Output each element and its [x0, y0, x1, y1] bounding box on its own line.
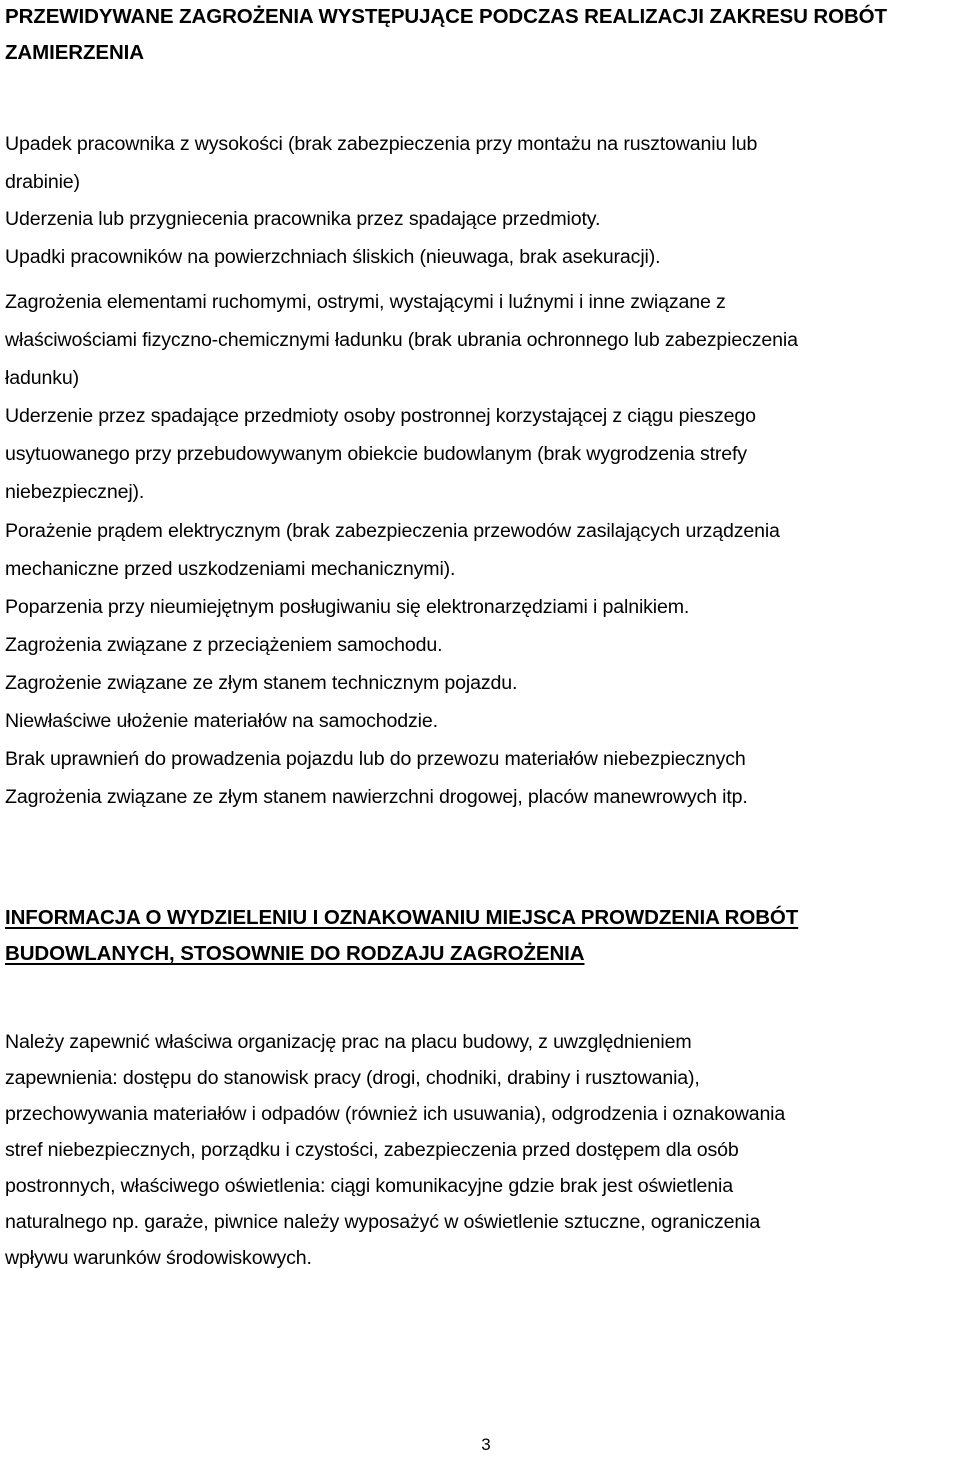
hazard-line: Upadki pracowników na powierzchniach śliskich (nieuwaga, brak asekuracji).: [5, 245, 661, 268]
hazard-line: Porażenie prądem elektrycznym (brak zabezpieczenia przewodów zasilających urządzenia: [5, 519, 780, 542]
page-number: 3: [481, 1435, 491, 1454]
hazard-line: Zagrożenia związane ze złym stanem nawierzchni drogowej, placów manewrowych itp.: [5, 786, 748, 809]
hazards-list-b: [5, 283, 960, 816]
hazard-line: Zagrożenia związane z przeciążeniem samochodu.: [5, 633, 443, 656]
hazard-line: drabinie): [5, 170, 80, 193]
paragraph-line: wpływu warunków środowiskowych.: [5, 1247, 312, 1269]
paragraph-line: Należy zapewnić właściwa organizację prac na placu budowy, z uwzględnieniem: [5, 1031, 692, 1053]
hazard-line: mechaniczne przed uszkodzeniami mechanicznymi).: [5, 557, 456, 580]
hazards-heading-line: PRZEWIDYWANE ZAGROŻENIA WYSTĘPUJĄCE PODCZAS REALIZACJI ZAKRESU ROBÓT: [5, 5, 887, 28]
hazard-line: Upadek pracownika z wysokości (brak zabezpieczenia przy montażu na rusztowaniu lub: [5, 133, 758, 155]
marking-paragraph: [5, 1024, 960, 1276]
paragraph-line: stref niebezpiecznych, porządku i czystości, zabezpieczenia przed dostępem dla osób: [5, 1139, 739, 1161]
hazard-line: usytuowanego przy przebudowywanym obiekcie budowlanym (brak wygrodzenia strefy: [5, 443, 747, 466]
hazard-line: Zagrożenie związane ze złym stanem technicznym pojazdu.: [5, 671, 518, 694]
hazard-line: Zagrożenia elementami ruchomymi, ostrymi, wystającymi i luźnymi i inne związane z: [5, 291, 726, 313]
paragraph-line: zapewnienia: dostępu do stanowisk pracy (drogi, chodniki, drabiny i rusztowania),: [5, 1067, 700, 1089]
hazard-line: Poparzenia przy nieumiejętnym posługiwaniu się elektronarzędziami i palnikiem.: [5, 595, 690, 618]
paragraph-line: naturalnego np. garaże, piwnice należy wyposażyć w oświetlenie sztuczne, ograniczenia: [5, 1211, 761, 1233]
paragraph-line: postronnych, właściwego oświetlenia: ciągi komunikacyjne gdzie brak jest oświetlenia: [5, 1175, 733, 1197]
hazards-heading-line: ZAMIERZENIA: [5, 41, 144, 64]
hazard-line: Brak uprawnień do prowadzenia pojazdu lub do przewozu materiałów niebezpiecznych: [5, 748, 746, 771]
hazards-heading: [5, 0, 887, 71]
hazard-line: Uderzenia lub przygniecenia pracownika przez spadające przedmioty.: [5, 208, 601, 230]
hazard-line: właściwościami fizyczno-chemicznymi ładunku (brak ubrania ochronnego lub zabezpieczenia: [5, 329, 798, 352]
hazard-line: Niewłaściwe ułożenie materiałów na samochodzie.: [5, 710, 438, 733]
hazard-line: ładunku): [5, 367, 79, 390]
paragraph-line: przechowywania materiałów i odpadów (również ich usuwania), odgrodzenia i oznakowania: [5, 1103, 786, 1125]
hazard-line: niebezpiecznej).: [5, 481, 145, 504]
marking-heading-line: BUDOWLANYCH, STOSOWNIE DO RODZAJU ZAGROŻENIA: [5, 942, 585, 965]
marking-heading-line: INFORMACJA O WYDZIELENIU I OZNAKOWANIU MIEJSCA PROWDZENIA ROBÓT: [5, 906, 799, 929]
marking-heading: [5, 900, 798, 972]
hazard-line: Uderzenie przez spadające przedmioty osoby postronnej korzystającej z ciągu pieszego: [5, 405, 756, 428]
hazards-list-a: [5, 126, 960, 276]
